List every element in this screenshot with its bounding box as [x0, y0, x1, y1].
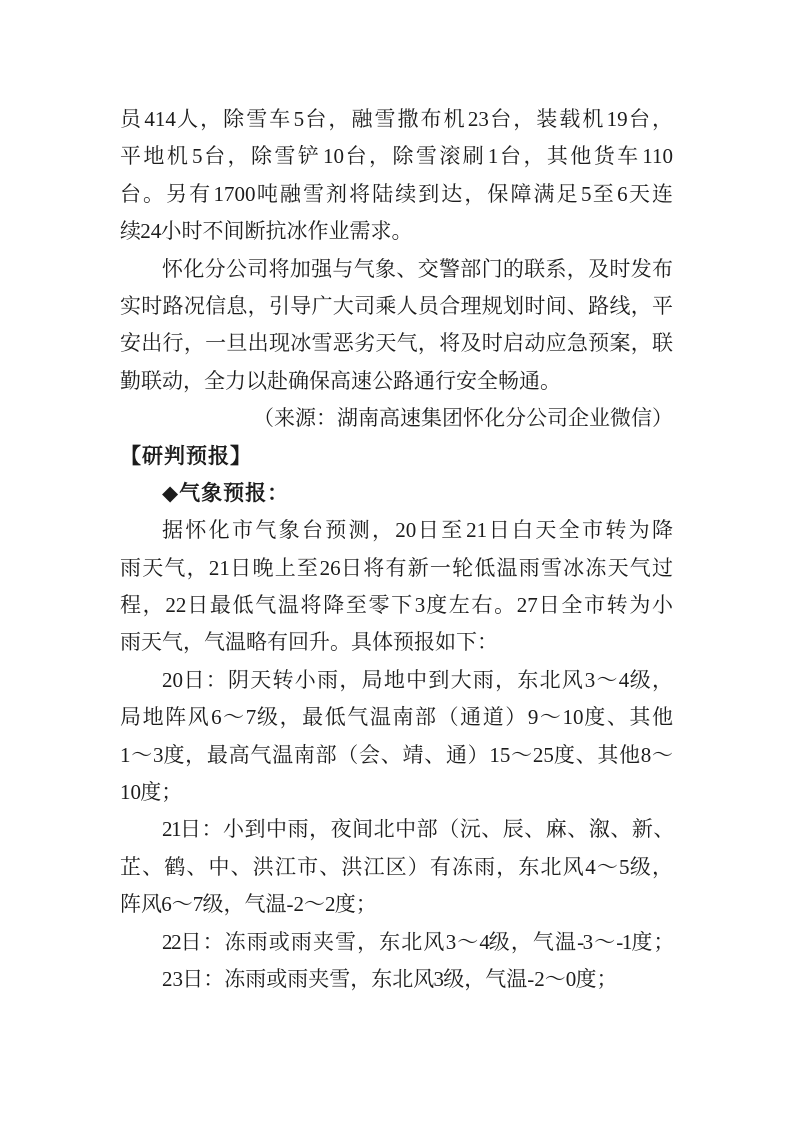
equipment-continuation-paragraph [120, 101, 673, 251]
forecast-day22-paragraph [120, 924, 673, 961]
forecast-overview-paragraph-line: 雨天气，气温略有回升。具体预报如下： [120, 630, 498, 655]
subsection-heading-qixiang-yubao [120, 475, 673, 512]
coordination-paragraph-line: 怀化分公司将加强与气象、交警部门的联系，及时发布 [162, 256, 673, 281]
coordination-paragraph-line: 安出行，一旦出现冰雪恶劣天气，将及时启动应急预案，联 [120, 331, 673, 356]
equipment-continuation-paragraph-line: 员 414 人，除雪车 5 台，融雪撒布机 23 台，装载机 19 台， [120, 107, 673, 131]
source-attribution [120, 400, 673, 437]
coordination-paragraph [120, 251, 673, 401]
section-heading-yanpan-yubao-line: 【研判预报】 [120, 443, 252, 468]
section-heading-yanpan-yubao [120, 438, 673, 475]
forecast-day20-paragraph-line: 1～3 度，最高气温南部（会、靖、通）15～25 度、其他 8～ [120, 742, 673, 767]
forecast-day20-paragraph-line: 20 日：阴天转小雨，局地中到大雨，东北风 3～4 级， [162, 667, 673, 692]
forecast-day23-paragraph-line: 23 日：冻雨或雨夹雪，东北风 3 级，气温-2～0 度； [162, 966, 618, 991]
forecast-overview-paragraph-line: 程，22 日最低气温将降至零下 3 度左右。27 日全市转为小 [120, 593, 673, 618]
forecast-day20-paragraph-line: 10 度； [120, 780, 183, 805]
forecast-day22-paragraph-line: 22 日：冻雨或雨夹雪，东北风 3～4 级，气温-3～-1 度； [162, 929, 673, 954]
forecast-day20-paragraph [120, 662, 673, 812]
equipment-continuation-paragraph-line: 台。另有 1700 吨融雪剂将陆续到达，保障满足 5 至 6 天连 [120, 181, 673, 206]
equipment-continuation-paragraph-line: 续 24 小时不间断抗冰作业需求。 [120, 219, 413, 244]
forecast-overview-paragraph [120, 512, 673, 662]
forecast-day21-paragraph-line: 21 日：小到中雨，夜间北中部（沅、辰、麻、溆、新、 [162, 817, 673, 842]
coordination-paragraph-line: 勤联动，全力以赴确保高速公路通行安全畅通。 [120, 368, 561, 393]
forecast-day21-paragraph-line: 阵风 6～7 级，气温-2～2 度； [120, 892, 377, 917]
forecast-day21-paragraph [120, 811, 673, 923]
forecast-day23-paragraph [120, 961, 673, 998]
document-content [120, 101, 673, 998]
equipment-continuation-paragraph-line: 平地机 5 台，除雪铲 10 台，除雪滚刷 1 台，其他货车 110 [120, 144, 673, 169]
forecast-day21-paragraph-line: 芷、鹤、中、洪江市、洪江区）有冻雨，东北风 4～5 级， [120, 854, 673, 879]
forecast-overview-paragraph-line: 据怀化市气象台预测，20 日至 21 日白天全市转为降 [162, 518, 673, 543]
forecast-overview-paragraph-line: 雨天气，21 日晚上至 26 日将有新一轮低温雨雪冰冻天气过 [120, 555, 673, 580]
source-attribution-line: （来源：湖南高速集团怀化分公司企业微信） [253, 406, 673, 431]
coordination-paragraph-line: 实时路况信息，引导广大司乘人员合理规划时间、路线，平 [120, 293, 673, 318]
forecast-day20-paragraph-line: 局地阵风 6～7 级，最低气温南部（通道）9～10 度、其他 [120, 705, 673, 730]
subsection-heading-qixiang-yubao-line: ◆气象预报： [162, 480, 290, 505]
